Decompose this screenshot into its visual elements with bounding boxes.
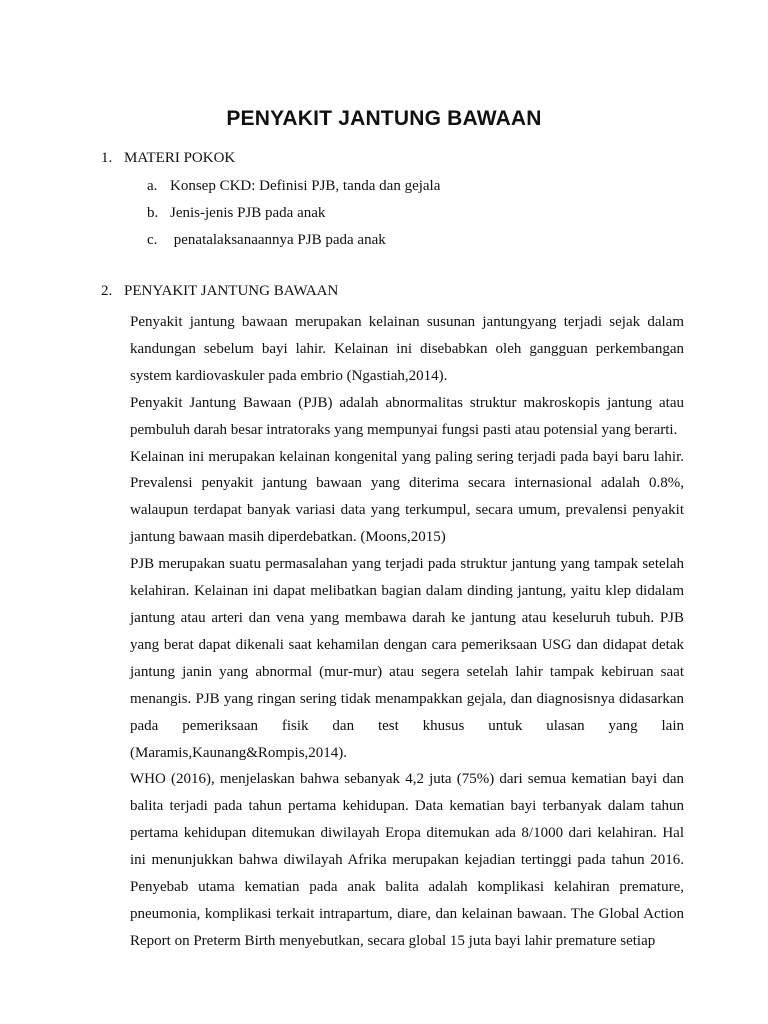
- section-heading-penyakit-jantung-bawaan: [101, 283, 338, 300]
- list-item-text: Konsep CKD: Definisi PJB, tanda dan gejala: [170, 178, 441, 194]
- list-item: [147, 230, 440, 257]
- section-number: 2.: [101, 283, 113, 299]
- paragraph: Penyakit jantung bawaan merupakan kelainan susunan jantungyang terjadi sejak dalam kandungan sebelum bayi lahir. Kelainan ini disebabkan oleh gangguan perkembangan system kardiovaskuler pada embrio (Ngastiah,2014).: [130, 314, 684, 384]
- section-title: MATERI POKOK: [124, 150, 236, 166]
- list-item-letter: c.: [147, 232, 158, 248]
- materi-pokok-list: [147, 176, 440, 257]
- paragraph: WHO (2016), menjelaskan bahwa sebanyak 4,2 juta (75%) dari semua kematian bayi dan balita terjadi pada tahun pertama kehidupan. Data kematian bayi terbanyak dalam tahun pertama kehidupan ditemukan diwilayah Eropa ditemukan ada 8/1000 dari kelahiran. Hal ini menunjukkan bahwa diwilayah Afrika merupakan kejadian tertinggi pada tahun 2016. Penyebab utama kematian pada anak balita adalah komplikasi kelahiran premature, pneumonia, komplikasi terkait intrapartum, diare, dan kelainan bawaan. The Global Action Report on Preterm Birth menyebutkan, secara global 15 juta bayi lahir premature setiap: [130, 771, 684, 949]
- section-heading-materi-pokok: [101, 150, 235, 167]
- paragraph: PJB merupakan suatu permasalahan yang terjadi pada struktur jantung yang tampak setelah kelahiran. Kelainan ini dapat melibatkan bagian dalam dinding jantung, yaitu klep didalam jantung atau arteri dan vena yang membawa darah ke jantung atau keseluruh tubuh. PJB yang berat dapat dikenali saat kehamilan dengan cara pemeriksaan USG dan didapat detak jantung janin yang abnormal (mur-mur) atau segera setelah lahir tampak kebiruan saat menangis. PJB yang ringan sering tidak menampakkan gejala, dan diagnosisnya didasarkan pada pemeriksaan fisik dan test khusus untuk ulasan yang lain (Maramis,Kaunang&Rompis,2014).: [130, 556, 684, 761]
- list-item-text: Jenis-jenis PJB pada anak: [170, 205, 326, 221]
- list-item: [147, 203, 440, 230]
- list-item-text: penatalaksanaannya PJB pada anak: [170, 232, 386, 248]
- paragraph: Kelainan ini merupakan kelainan kongenital yang paling sering terjadi pada bayi baru lahir. Prevalensi penyakit jantung bawaan yang diterima secara internasional adalah 0.8%, walaupun terdapat banyak variasi data yang terkumpul, secara umum, prevalensi penyakit jantung bawaan masih diperdebatkan. (Moons,2015): [130, 448, 684, 546]
- section-title: PENYAKIT JANTUNG BAWAAN: [124, 283, 339, 299]
- list-item-letter: a.: [147, 178, 158, 194]
- list-item: [147, 176, 440, 203]
- list-item-letter: b.: [147, 205, 159, 221]
- paragraph: Penyakit Jantung Bawaan (PJB) adalah abnormalitas struktur makroskopis jantung atau pembuluh darah besar intratoraks yang mempunyai fungsi pasti atau potensial yang berarti.: [130, 394, 684, 438]
- section-number: 1.: [101, 150, 113, 166]
- document-title: PENYAKIT JANTUNG BAWAAN: [226, 107, 542, 130]
- body-text: [130, 309, 684, 955]
